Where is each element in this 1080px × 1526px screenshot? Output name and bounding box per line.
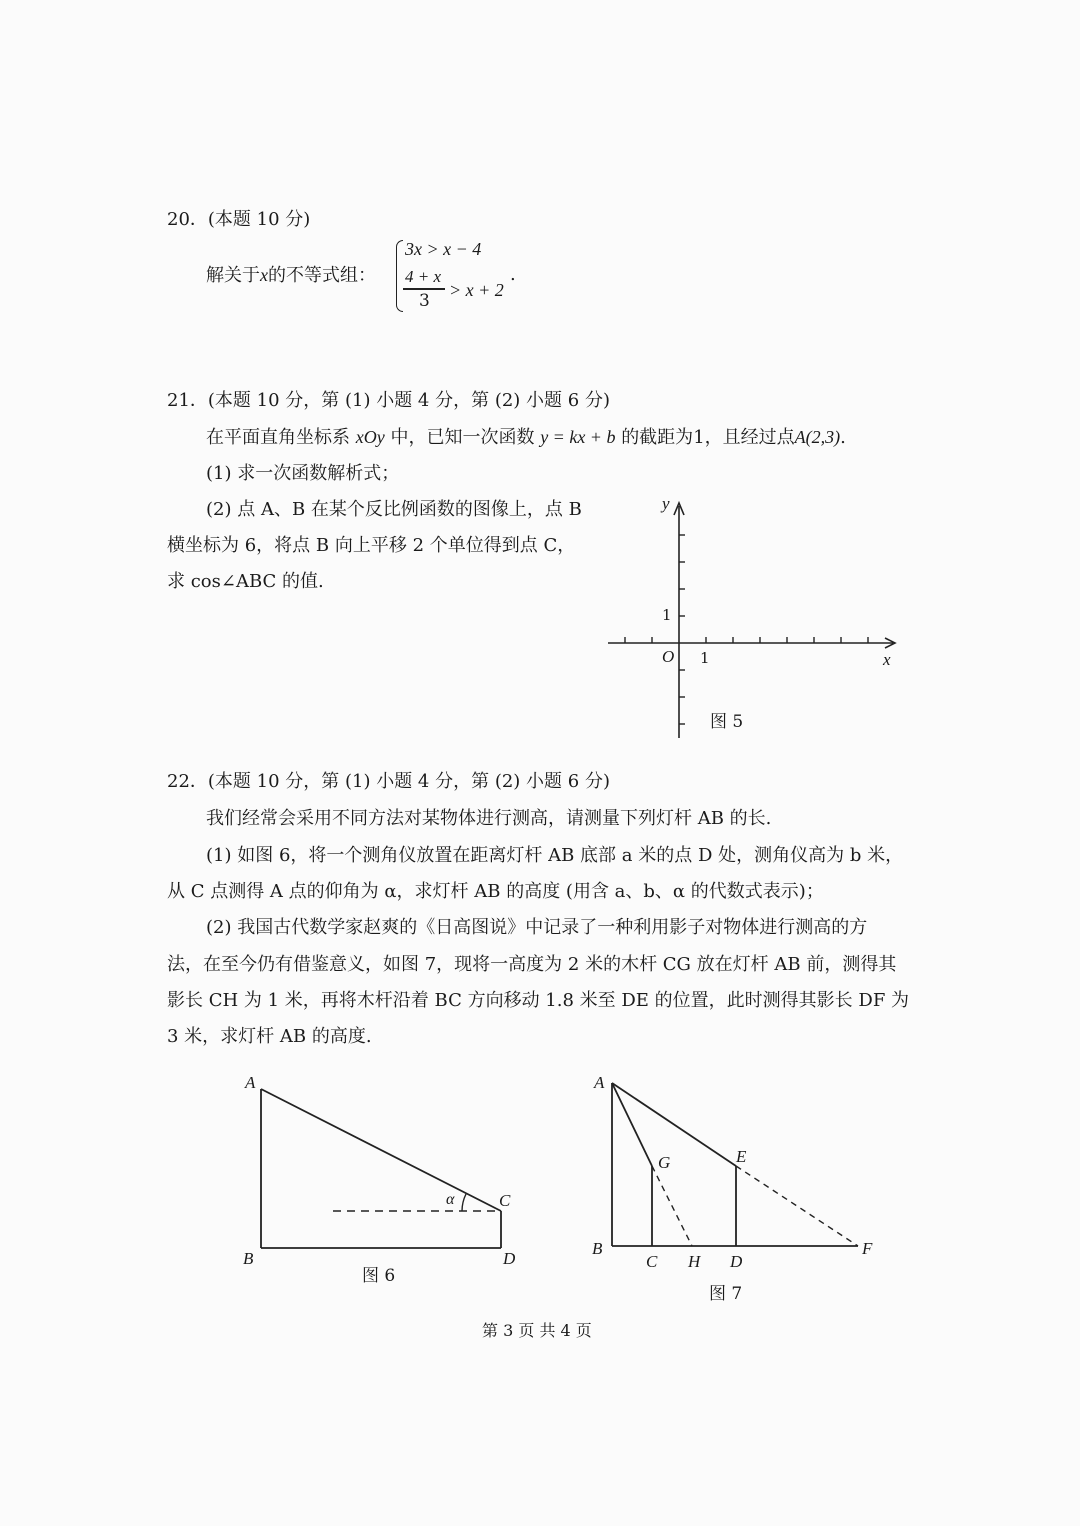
fig6-label-alpha: α bbox=[446, 1191, 455, 1208]
q21-part2-line3: 求 cos∠ABC 的值. bbox=[167, 571, 324, 592]
fig6-label-d: D bbox=[503, 1249, 516, 1268]
y-unit-label: 1 bbox=[662, 606, 672, 624]
shadow-ray-gh bbox=[652, 1166, 692, 1246]
q21-part1: (1) 求一次函数解析式； bbox=[206, 463, 400, 484]
x-unit-label: 1 bbox=[700, 649, 710, 667]
q22-line1: 我们经常会采用不同方法对某物体进行测高，请测量下列灯杆 AB 的长. bbox=[206, 808, 772, 829]
q22-line7: 3 米，求灯杆 AB 的高度. bbox=[167, 1026, 372, 1047]
fig6-label-b: B bbox=[243, 1249, 254, 1268]
origin-label: O bbox=[662, 647, 675, 666]
q21-heading: 21．(本题 10 分，第 (1) 小题 4 分，第 (2) 小题 6 分) bbox=[167, 390, 610, 411]
q22-heading: 22．(本题 10 分，第 (1) 小题 4 分，第 (2) 小题 6 分) bbox=[167, 771, 610, 792]
fig7-label-a: A bbox=[594, 1073, 605, 1092]
fraction-numerator: 4 + x bbox=[405, 267, 442, 286]
q20-stem: 解关于x的不等式组： bbox=[206, 265, 376, 286]
ray-ae bbox=[612, 1083, 736, 1166]
figure-6-caption: 图 6 bbox=[362, 1266, 396, 1286]
y-axis-label: y bbox=[662, 494, 670, 513]
fig7-label-b: B bbox=[592, 1239, 603, 1258]
q21-part2-line1: (2) 点 A、B 在某个反比例函数的图像上，点 B bbox=[206, 499, 582, 520]
fig7-label-d: D bbox=[730, 1252, 743, 1271]
q20-heading: 20．(本题 10 分) bbox=[167, 209, 311, 230]
inequality-2-rest: > x + 2 bbox=[449, 280, 504, 300]
fig6-label-c: C bbox=[499, 1191, 511, 1210]
fig7-label-g: G bbox=[658, 1153, 671, 1172]
q21-stem: 在平面直角坐标系 xOy 中，已知一次函数 y = kx + b 的截距为1，且经过点A(2,3). bbox=[206, 427, 846, 448]
x-axis-label: x bbox=[883, 650, 891, 669]
fraction-denominator: 3 bbox=[419, 291, 430, 311]
fig7-label-f: F bbox=[862, 1239, 873, 1258]
q22-line4: (2) 我国古代数学家赵爽的《日高图说》中记录了一种利用影子对物体进行测高的方 bbox=[206, 917, 868, 938]
shadow-ray-ef bbox=[736, 1166, 858, 1246]
page-footer: 第 3 页 共 4 页 bbox=[482, 1321, 592, 1340]
q22-line3: 从 C 点测得 A 点的仰角为 α，求灯杆 AB 的高度 (用含 a、b、α 的代数式表示)； bbox=[167, 881, 824, 902]
q21-part2-line2: 横坐标为 6，将点 B 向上平移 2 个单位得到点 C， bbox=[167, 535, 576, 556]
q22-line5: 法，在至今仍有借鉴意义，如图 7，现将一高度为 2 米的木杆 CG 放在灯杆 AB 前，测得其 bbox=[167, 954, 897, 975]
q22-line6: 影长 CH 为 1 米，再将木杆沿着 BC 方向移动 1.8 米至 DE 的位置，此时测得其影长 DF 为 bbox=[167, 990, 910, 1011]
fig7-label-h: H bbox=[688, 1252, 701, 1271]
fig7-label-c: C bbox=[646, 1252, 658, 1271]
fig6-label-a: A bbox=[245, 1073, 256, 1092]
inequality-1: 3x > x − 4 bbox=[405, 239, 482, 259]
q22-line2: (1) 如图 6，将一个测角仪放置在距离灯杆 AB 底部 a 米的点 D 处，测角仪高为 b 米， bbox=[206, 845, 904, 866]
figure-5-caption: 图 5 bbox=[710, 712, 744, 732]
q20-period: . bbox=[510, 264, 516, 285]
figure-7-caption: 图 7 bbox=[709, 1284, 743, 1304]
fig7-label-e: E bbox=[736, 1147, 747, 1166]
